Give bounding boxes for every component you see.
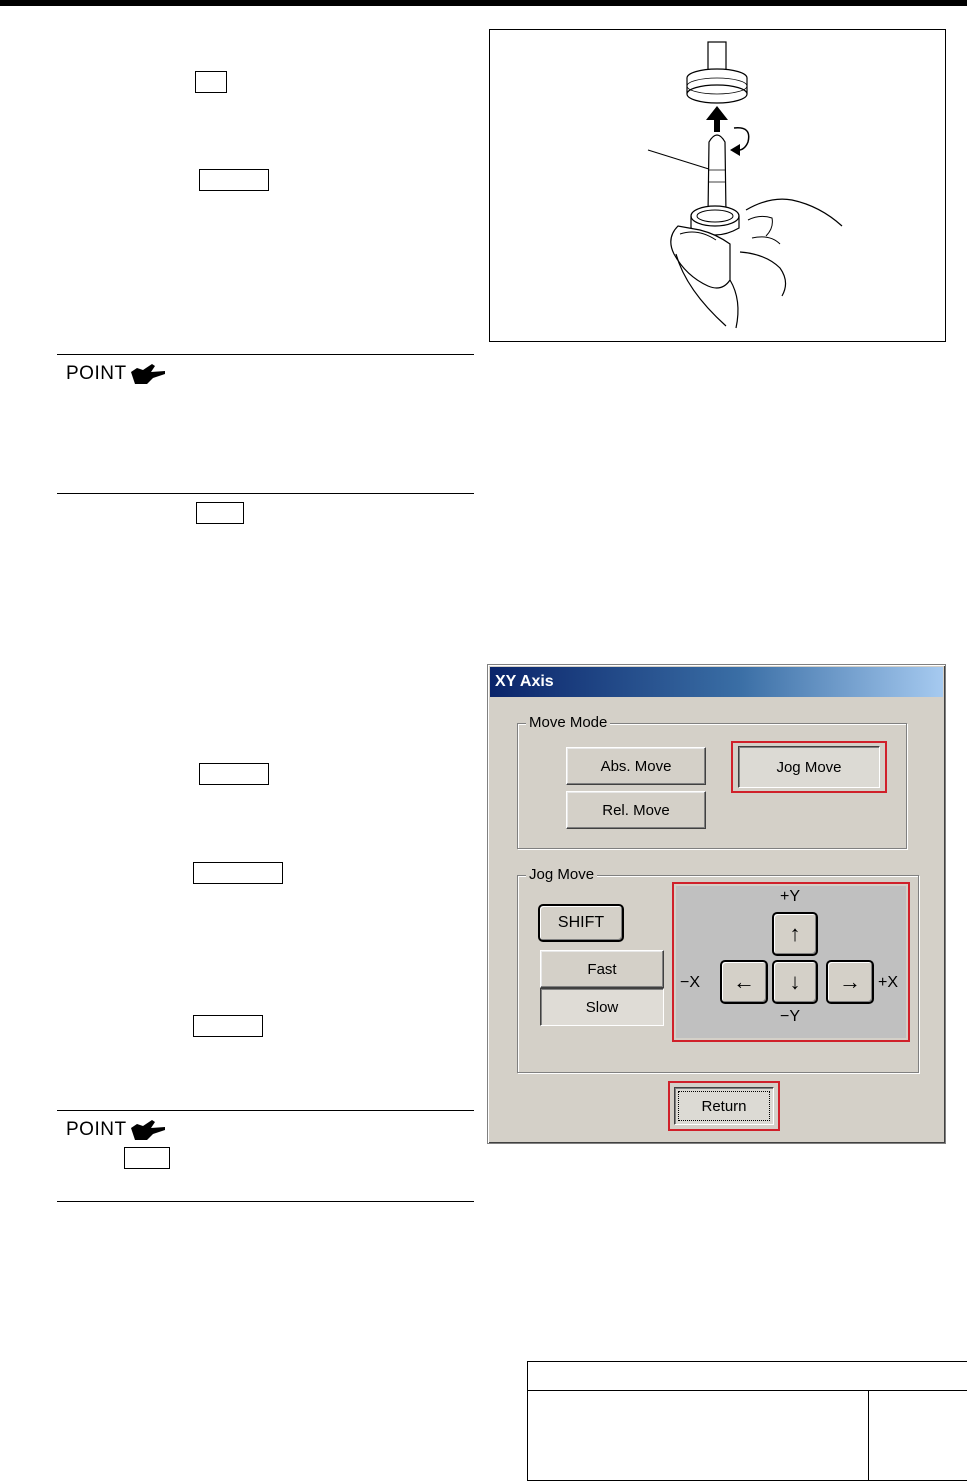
point-heading [66, 1118, 167, 1142]
key-box [196, 502, 244, 524]
xy-axis-dialog [487, 664, 946, 1144]
plus-y-label: +Y [780, 888, 801, 905]
move-mode-legend: Move Mode [526, 714, 610, 731]
arrow-up-button[interactable] [772, 912, 818, 956]
nozzle-illustration-figure [489, 29, 946, 342]
divider [57, 1110, 474, 1111]
arrow-right-button[interactable] [826, 960, 874, 1004]
move-mode-group [517, 714, 907, 849]
key-box [193, 1015, 263, 1037]
minus-x-label: −X [680, 974, 701, 991]
nozzle-illustration [490, 30, 945, 341]
return-button[interactable]: Return [674, 1087, 774, 1125]
jog-move-legend: Jog Move [526, 866, 597, 883]
top-rule [0, 0, 967, 6]
arrow-down-icon: ↓ [789, 969, 801, 994]
divider [57, 354, 474, 355]
rel-move-button[interactable]: Rel. Move [566, 791, 706, 829]
key-box [193, 862, 283, 884]
arrow-up-icon: ↑ [789, 921, 801, 946]
jog-move-group [517, 866, 919, 1073]
arrow-left-button[interactable] [720, 960, 768, 1004]
table-divider [528, 1390, 967, 1391]
slow-button[interactable]: Slow [540, 988, 664, 1026]
divider [57, 1201, 474, 1202]
plus-x-label: +X [878, 974, 899, 991]
table-divider [868, 1390, 869, 1481]
point-note [57, 354, 474, 494]
abs-move-button[interactable]: Abs. Move [566, 747, 706, 785]
key-box [195, 71, 227, 93]
arrow-right-icon: → [839, 969, 861, 994]
divider [57, 493, 474, 494]
point-label: POINT [66, 1119, 127, 1140]
jog-move-button[interactable]: Jog Move [738, 746, 880, 788]
minus-y-label: −Y [780, 1008, 801, 1025]
point-heading [66, 362, 167, 386]
arrow-left-icon: ← [733, 969, 755, 994]
title-bar[interactable] [490, 667, 943, 697]
point-note [57, 1110, 474, 1202]
arrow-down-button[interactable] [772, 960, 818, 1004]
key-box [199, 169, 269, 191]
shift-button[interactable]: SHIFT [538, 904, 624, 942]
pointing-hand-icon [129, 1118, 167, 1142]
direction-pad [676, 886, 906, 1038]
footer-table [527, 1361, 967, 1481]
dialog-title: XY Axis [495, 673, 554, 690]
pointing-hand-icon [129, 362, 167, 386]
key-box [199, 763, 269, 785]
point-label: POINT [66, 363, 127, 384]
fast-button[interactable]: Fast [540, 950, 664, 988]
